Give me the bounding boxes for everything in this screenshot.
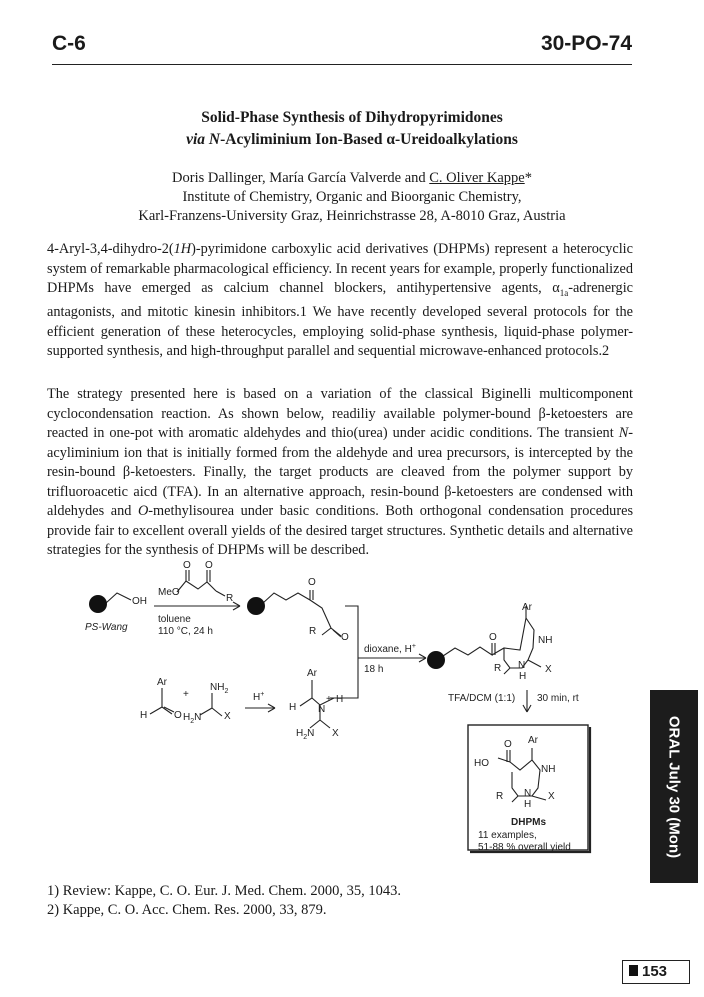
label-h-plus-text: H xyxy=(253,692,261,703)
author-star: * xyxy=(524,170,532,186)
p2-o: O xyxy=(137,503,149,519)
condition-tfa: TFA/DCM (1:1) xyxy=(448,693,516,704)
title-n: N xyxy=(208,131,221,148)
corresponding-author: C. Oliver Kappe xyxy=(429,170,525,186)
reference-1: 1) Review: Kappe, C. O. Eur. J. Med. Chem. 2000, 35, 1043. xyxy=(47,883,402,899)
square-icon xyxy=(629,965,638,976)
reference-2: 2) Kappe, C. O. Acc. Chem. Res. 2000, 33, 879. xyxy=(47,902,327,918)
resin-bead-icon xyxy=(89,595,107,613)
title-end: -Ureidoalkylations xyxy=(395,131,518,148)
affiliation-line2: Karl-Franzens-University Graz, Heinrichstrasse 28, A-8010 Graz, Austria xyxy=(138,208,566,224)
product-name: DHPMs xyxy=(511,817,547,828)
resin-bead-icon xyxy=(247,597,265,615)
label-o: O xyxy=(174,710,182,721)
label-oh: OH xyxy=(132,596,147,607)
label-h2n-text: H xyxy=(296,728,304,739)
label-x: X xyxy=(332,728,339,739)
label-r: R xyxy=(309,626,317,637)
title-rest: -Acyliminium Ion-Based xyxy=(220,131,383,148)
label-r: R xyxy=(496,791,504,802)
label-h2n: $H_2N$ xyxy=(183,712,202,725)
label-r: R xyxy=(226,593,234,604)
label-o: O xyxy=(504,739,512,750)
p1-a: 4-Aryl-3,4-dihydro-2( xyxy=(47,241,174,257)
condition-dioxane xyxy=(364,643,416,655)
label-h2n: $H_2N$ xyxy=(296,728,315,741)
plus-sign: + xyxy=(326,694,332,705)
label-h: H xyxy=(140,710,148,721)
page-number-box xyxy=(622,960,690,984)
h-plus-sign: + xyxy=(260,691,265,698)
p1-alpha-sub: 1a xyxy=(559,287,569,298)
p2-b: -acyliminium ion that is initially formed from the aldehyde and urea precursors, is intercepted by the resin-bound β-ketoesters. Finally, the target products are cleaved from the polymer support by trifluoroacetic aicd (TFA). In an alternative approach, resin-bound β-ketoesters are condensed with aldehydes and xyxy=(47,425,633,519)
title-via: via xyxy=(186,131,206,148)
label-o: O xyxy=(489,632,497,643)
condition-toluene: toluene xyxy=(158,614,191,625)
paper-title-line1: Solid-Phase Synthesis of Dihydropyrimidones xyxy=(201,109,503,126)
label-ar: Ar xyxy=(522,602,532,613)
label-r: R xyxy=(494,663,502,674)
label-h: H xyxy=(524,799,532,810)
abstract-code: 30-PO-74 xyxy=(540,32,632,55)
p1-italic: 1H xyxy=(173,241,192,257)
affiliation-line1: Institute of Chemistry, Organic and Bioorganic Chemistry, xyxy=(182,189,522,205)
p2-c: -methylisourea under basic conditions. Both orthogonal condensation procedures provide fair to excellent overall yields of the desired target structures. Synthetic details and alternative strategies for the synthesis of DHPMs will be described. xyxy=(47,503,634,558)
label-h: H xyxy=(519,671,527,682)
label-nh: NH xyxy=(541,764,556,775)
condition-temp: 110 °C, 24 h xyxy=(158,626,213,637)
label-o: O xyxy=(341,632,349,643)
h-plus-sign: + xyxy=(411,643,416,650)
label-nh2-text: NH xyxy=(210,682,225,693)
label-x: X xyxy=(545,664,552,675)
p2-n: N xyxy=(618,425,629,441)
session-code: C-6 xyxy=(52,32,86,55)
product-examples: 11 examples, xyxy=(478,830,537,841)
resin-bead-icon xyxy=(427,651,445,669)
session-side-tab xyxy=(650,690,698,883)
side-tab-label: ORAL July 30 (Mon) xyxy=(665,715,683,858)
label-o: O xyxy=(308,577,316,588)
label-h-plus xyxy=(253,691,264,703)
title-alpha: α xyxy=(386,131,395,148)
plus-sign: + xyxy=(183,689,189,700)
label-ar: Ar xyxy=(307,668,317,679)
label-nh: NH xyxy=(538,635,553,646)
product-yield: 51-88 % overall yield xyxy=(478,842,571,853)
label-ar: Ar xyxy=(157,677,167,688)
authors-prefix: Doris Dallinger, María García Valverde and xyxy=(172,170,426,186)
p1-c: -adrenergic antagonists, and mitotic kinesin inhibitors.1 We have recently developed several protocols for the efficient generation of these heterocycles, employing solid-phase synthesis, liquid-phase polymer-supported synthesis, and high-throughput parallel and sequential microwave-enhanced protocols.2 xyxy=(47,280,634,360)
label-meo: MeO xyxy=(158,587,180,598)
label-h: H xyxy=(289,702,297,713)
label-x: X xyxy=(224,711,231,722)
label-x: X xyxy=(548,791,555,802)
label-o: O xyxy=(205,560,213,571)
label-n: N xyxy=(518,660,526,671)
p1-b: )-pyrimidone carboxylic acid derivatives (DHPMs) represent a heterocyclic system of remarkable pharmacological efficiency. In recent years for example, properly functionalized DHPMs have emerged as calcium channel blockers, antihypertensive agents, xyxy=(47,241,633,296)
label-ho: HO xyxy=(474,758,489,769)
label-h2n-text: H xyxy=(183,712,191,723)
p1-alpha: α xyxy=(552,280,560,296)
label-h: H xyxy=(336,694,344,705)
condition-30min: 30 min, rt xyxy=(537,693,579,704)
condition-dioxane-text: dioxane, H xyxy=(364,644,412,655)
label-n: N xyxy=(524,788,532,799)
label-n-plus: N xyxy=(318,704,326,715)
p2-a: The strategy presented here is based on a variation of the classical Biginelli multicomponent cyclocondensation reaction. As shown below, readiliy available polymer-bound β-ketoesters are reacted in one-pot with aromatic aldehydes and thio(urea) under acidic conditions. The transient xyxy=(47,386,633,441)
label-ps-wang: PS-Wang xyxy=(85,622,128,633)
label-o: O xyxy=(183,560,191,571)
label-nh2: $NH_2$ xyxy=(210,682,229,695)
condition-time: 18 h xyxy=(364,664,384,675)
page-number: 153 xyxy=(642,963,668,980)
label-ar: Ar xyxy=(528,735,538,746)
